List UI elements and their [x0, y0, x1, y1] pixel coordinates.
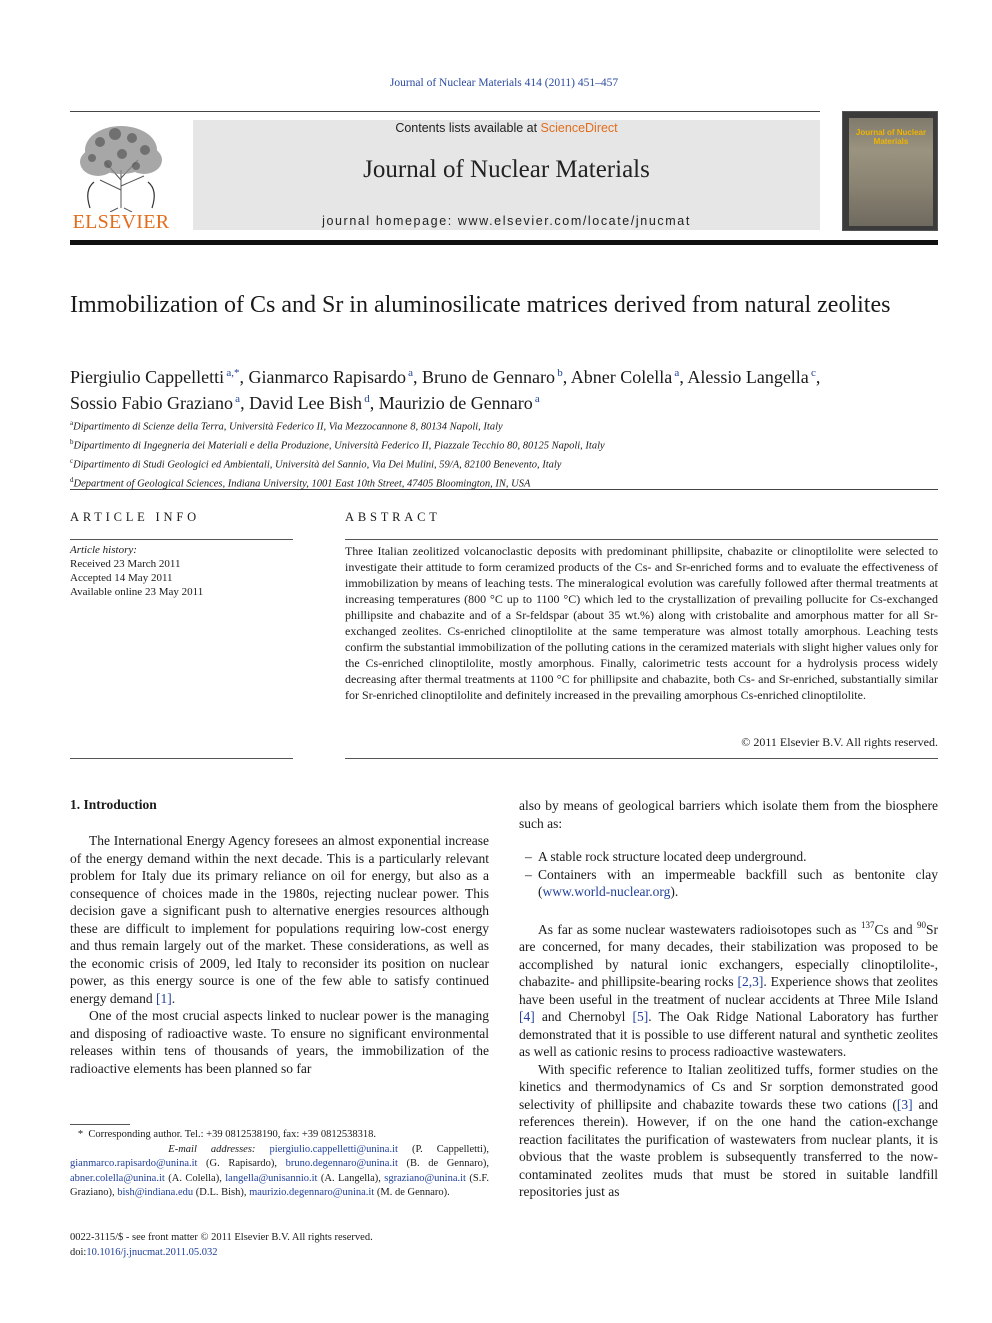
- email-link[interactable]: bruno.degennaro@unina.it: [285, 1158, 398, 1169]
- affiliation: [70, 416, 938, 435]
- paragraph: [519, 1061, 938, 1201]
- article-title: Immobilization of Cs and Sr in aluminosilicate matrices derived from natural zeolites: [70, 292, 891, 318]
- online-date: Available online 23 May 2011: [70, 586, 204, 598]
- affiliation-text: Dipartimento di Ingegneria dei Materiali e della Produzione, Università Federico II, Piazzale Tecchio 80, 80125 Napoli, Italy: [73, 440, 605, 452]
- isotope-mass: 90: [917, 919, 926, 930]
- abstract-rule: [345, 539, 938, 540]
- author-name: Sossio Fabio Graziano: [70, 393, 233, 413]
- paragraph: also by means of geological barriers which isolate them from the biosphere such as:: [519, 798, 938, 831]
- email-link[interactable]: abner.colella@unina.it: [70, 1172, 165, 1184]
- history-label: Article history:: [70, 544, 137, 556]
- corresponding-author-note: * Corresponding author. Tel.: +39 0812538190, fax: +39 0812538318.: [70, 1129, 377, 1140]
- accepted-date: Accepted 14 May 2011: [70, 572, 173, 584]
- citation-link[interactable]: [2,3]: [737, 974, 764, 989]
- paragraph-text: Sr are concerned, for many decades, their stabilization was proposed to be accomplished by natural ionic exchangers, especially clinoptilolite-, chabazite- and phillipsite-bearing rocks: [519, 921, 939, 989]
- email-owner: (B. de Gennaro),: [397, 1158, 489, 1169]
- email-label: E-mail addresses:: [168, 1143, 256, 1155]
- affiliation-key: a: [70, 419, 74, 427]
- journal-homepage[interactable]: journal homepage: www.elsevier.com/locate/jnucmat: [322, 214, 691, 228]
- email-owner: (A. Colella),: [164, 1172, 226, 1184]
- cover-title: Journal of Nuclear Materials: [855, 128, 927, 146]
- author-name: Abner Colella: [570, 367, 673, 387]
- paragraph-text: .: [171, 990, 176, 1006]
- elsevier-wordmark: ELSEVIER: [72, 211, 170, 233]
- author-line-2: Sossio Fabio Graziano $^a$, David Lee Bish $^d$, Maurizio de Gennaro $^a$: [70, 393, 540, 413]
- right-column: [519, 797, 938, 1201]
- paragraph-text: Cs and: [874, 921, 917, 937]
- email-link[interactable]: sgraziano@unina.it: [384, 1172, 466, 1184]
- email-list: [70, 1144, 489, 1199]
- affiliation-marker[interactable]: c: [808, 367, 816, 379]
- citation-link[interactable]: [1]: [155, 990, 172, 1006]
- paragraph: One of the most crucial aspects linked to nuclear power is the managing and disposing of radioactive waste. To ensure no significant environmental releases within tens of thousands of years, the immobilization of the radioactive elements has been planned so far: [70, 1008, 489, 1076]
- paragraph: [519, 917, 938, 1061]
- citation-link[interactable]: [5]: [632, 1009, 649, 1024]
- affiliation-text: Dipartimento di Studi Geologici ed Ambientali, Università del Sannio, Via Dei Mulini, 59/A, 82100 Benevento, Italy: [73, 459, 562, 471]
- affiliation-marker[interactable]: d: [362, 393, 370, 405]
- article-info-rule: [70, 539, 293, 540]
- barrier-list: [519, 848, 938, 901]
- list-item-text: A stable rock structure located deep underground.: [538, 849, 807, 864]
- list-item-text: Containers with an impermeable backfill such as bentonite clay (: [538, 866, 938, 899]
- paragraph-text: and references therein). However, if on the one hand the cation-exchange reaction facilitates the purification of wastewaters from nuclear plants, it is obvious that the waste problem is subsequently transferred to the now-contaminated zeolites muds that must be stored in suitable landfill repositories just as: [519, 1096, 938, 1199]
- affiliation-key: d: [70, 476, 74, 484]
- email-owner: (A. Langella),: [317, 1172, 385, 1184]
- list-item: – Containers with an impermeable backfill such as bentonite clay (www.world-nuclear.org).: [525, 866, 938, 899]
- abstract-text: Three Italian zeolitized volcanoclastic deposits with predominant phillipsite, chabazite or clinoptilolite were selected to investigate their attitude to form ceramized products of the Cs- and Sr-enriched forms and to evaluate the effectiveness of immobilization by means of leaching tests. The mineralogical evolution was carefully followed after thermal treatments at increasing temperatures (800 °C up to 1100 °C) which led to the crystallization of prevailing pollucite for Cs-exchanged phillipsite and chabazite and of a Sr-feldspar (about 35 wt.%) along with cristobalite and amorphous matter for all Sr-exchanged zeolites. Cs-enriched clinoptilolite at the same temperature was almost totally amorphous. Leaching tests confirm the substantial immobilization of the polluting cations in the ceramized materials with slight higher values only for the Cs-enriched clinoptilolite, mostly amorphous. Finally, calorimetric tests account for a hydrolysis process widely decreasing after thermal treatments at 1100 °C for phillipsite and chabazite, both Cs- and Sr-enriched, substantially similar for Sr-enriched clinoptilolite and definitely increased in the prevailing amorphous Cs-enriched clinoptilolite.: [345, 544, 938, 702]
- journal-cover-image: [842, 111, 938, 231]
- author-list: [70, 362, 938, 414]
- doi-label: doi:: [70, 1246, 87, 1258]
- article-history: [70, 543, 293, 599]
- list-item-text: ).: [670, 884, 679, 899]
- author-name: Maurizio de Gennaro: [378, 393, 533, 413]
- email-link[interactable]: bish@indiana.edu: [117, 1187, 194, 1198]
- doi-link[interactable]: 10.1016/j.jnucmat.2011.05.032: [86, 1246, 218, 1258]
- affiliation-text: Department of Geological Sciences, Indiana University, 1001 East 10th Street, 47405 Bloomington, IN, USA: [73, 478, 531, 490]
- affiliation: [70, 454, 938, 473]
- email-owner: (S.F. Graziano),: [70, 1172, 489, 1198]
- email-link[interactable]: piergiulio.cappelletti@unina.it: [269, 1143, 398, 1155]
- email-owner: (D.L. Bish),: [193, 1187, 250, 1198]
- contents-line: [193, 121, 820, 135]
- list-item: – A stable rock structure located deep underground.: [525, 849, 807, 864]
- contents-prefix: Contents lists available at: [395, 121, 541, 135]
- abstract-heading: ABSTRACT: [345, 510, 441, 524]
- affiliation-text: Dipartimento di Scienze della Terra, Università Federico II, Via Mezzocannone 8, 80134 Napoli, Italy: [73, 421, 503, 433]
- isotope-mass: 137: [860, 919, 875, 930]
- paragraph: [70, 832, 489, 1007]
- email-owner: (M. de Gennaro).: [374, 1187, 450, 1198]
- affiliation-marker[interactable]: a: [672, 367, 680, 379]
- article-info-heading: ARTICLE INFO: [70, 510, 200, 524]
- author-name: Gianmarco Rapisardo: [248, 367, 406, 387]
- section-heading: 1. Introduction: [70, 797, 157, 812]
- citation-link[interactable]: [3]: [896, 1096, 913, 1112]
- email-link[interactable]: gianmarco.rapisardo@unina.it: [70, 1158, 198, 1169]
- received-date: Received 23 March 2011: [70, 558, 181, 570]
- affiliation-marker[interactable]: a: [405, 367, 414, 379]
- left-column: [70, 832, 489, 1077]
- affiliation-marker[interactable]: a,*: [224, 367, 240, 379]
- paragraph-text: . Experience shows that zeolites have been useful in the treatment of nuclear accidents at Three Mile Island: [519, 974, 938, 1007]
- doi-line: [70, 1246, 489, 1261]
- corresponding-text: Corresponding author. Tel.: +39 0812538190, fax: +39 0812538318.: [88, 1129, 377, 1140]
- affiliation-marker[interactable]: b: [555, 367, 563, 379]
- header-top-rule: [70, 111, 820, 112]
- footnotes: [70, 1128, 489, 1201]
- affiliation-list: [70, 416, 938, 492]
- author-name: Piergiulio Cappelletti: [70, 367, 225, 387]
- paragraph-text: . The Oak Ridge National Laboratory has further demonstrated that it is possible to use different natural and synthetic zeolites as well as cationic resins to process radioactive wastewaters.: [519, 1009, 938, 1059]
- affiliation: [70, 435, 938, 454]
- author-name: David Lee Bish: [249, 393, 363, 413]
- author-name: Bruno de Gennaro: [422, 367, 556, 387]
- citation-link[interactable]: [4]: [519, 1009, 535, 1024]
- world-nuclear-link[interactable]: www.world-nuclear.org: [542, 884, 671, 899]
- header-thick-rule: [70, 240, 938, 245]
- abstract-copyright: © 2011 Elsevier B.V. All rights reserved.: [741, 735, 938, 749]
- paragraph-text: The International Energy Agency foresees an almost exponential increase of the energy demand within the next decade. This is a particularly relevant problem for Italy due its primary reliance on oil for energy, but also as a consequence of choices made in the 1980s, rejecting nuclear power. This decision gave a significant push to alternative energies resources although these are difficult to implement for populations requiring low-cost energy and thus remain largely out of the market. These considerations, as well as the economic crisis of 2009, led Italy to reconsider its position on nuclear power, as this energy source is one of the few able to satisfy continued energy demand: [70, 833, 489, 1006]
- paragraph-text: and Chernobyl: [534, 1009, 633, 1024]
- affiliation-marker[interactable]: a: [232, 393, 241, 405]
- journal-name: Journal of Nuclear Materials: [363, 156, 650, 183]
- affiliation-marker[interactable]: a: [532, 393, 540, 405]
- footnote-rule: [70, 1124, 130, 1125]
- article-info-bottom-rule: [70, 758, 293, 759]
- email-link[interactable]: langella@unisannio.it: [225, 1172, 318, 1184]
- abstract-bottom-rule: [345, 758, 938, 759]
- affiliation-key: c: [70, 457, 74, 465]
- author-line-1: Piergiulio Cappelletti $^{a,*}$, Gianmarco Rapisardo $^a$, Bruno de Gennaro $^b$, Abner Colella $^a$, Alessio Langella $^c$,: [70, 367, 821, 387]
- journal-citation[interactable]: Journal of Nuclear Materials 414 (2011) 451–457: [389, 77, 619, 89]
- author-name: Alessio Langella: [687, 367, 809, 387]
- email-addresses: [70, 1143, 489, 1201]
- affiliation-key: b: [70, 438, 74, 446]
- email-link[interactable]: maurizio.degennaro@unina.it: [249, 1187, 375, 1198]
- email-owner: (G. Rapisardo),: [197, 1158, 286, 1169]
- front-matter-rule: [70, 489, 938, 490]
- paragraph-text: As far as some nuclear wastewaters radioisotopes such as: [538, 921, 861, 937]
- sciencedirect-link[interactable]: ScienceDirect: [540, 121, 618, 135]
- email-owner: (P. Cappelletti),: [397, 1143, 489, 1155]
- page-footer: [70, 1231, 489, 1260]
- issn-line: 0022-3115/$ - see front matter © 2011 Elsevier B.V. All rights reserved.: [70, 1232, 373, 1243]
- paragraph-text: With specific reference to Italian zeolitized tuffs, former studies on the kinetics and thermodynamics of Cs and Sr sorption demonstrated good selectivity of phillipsite and chabazite towards these two cations (: [519, 1061, 938, 1112]
